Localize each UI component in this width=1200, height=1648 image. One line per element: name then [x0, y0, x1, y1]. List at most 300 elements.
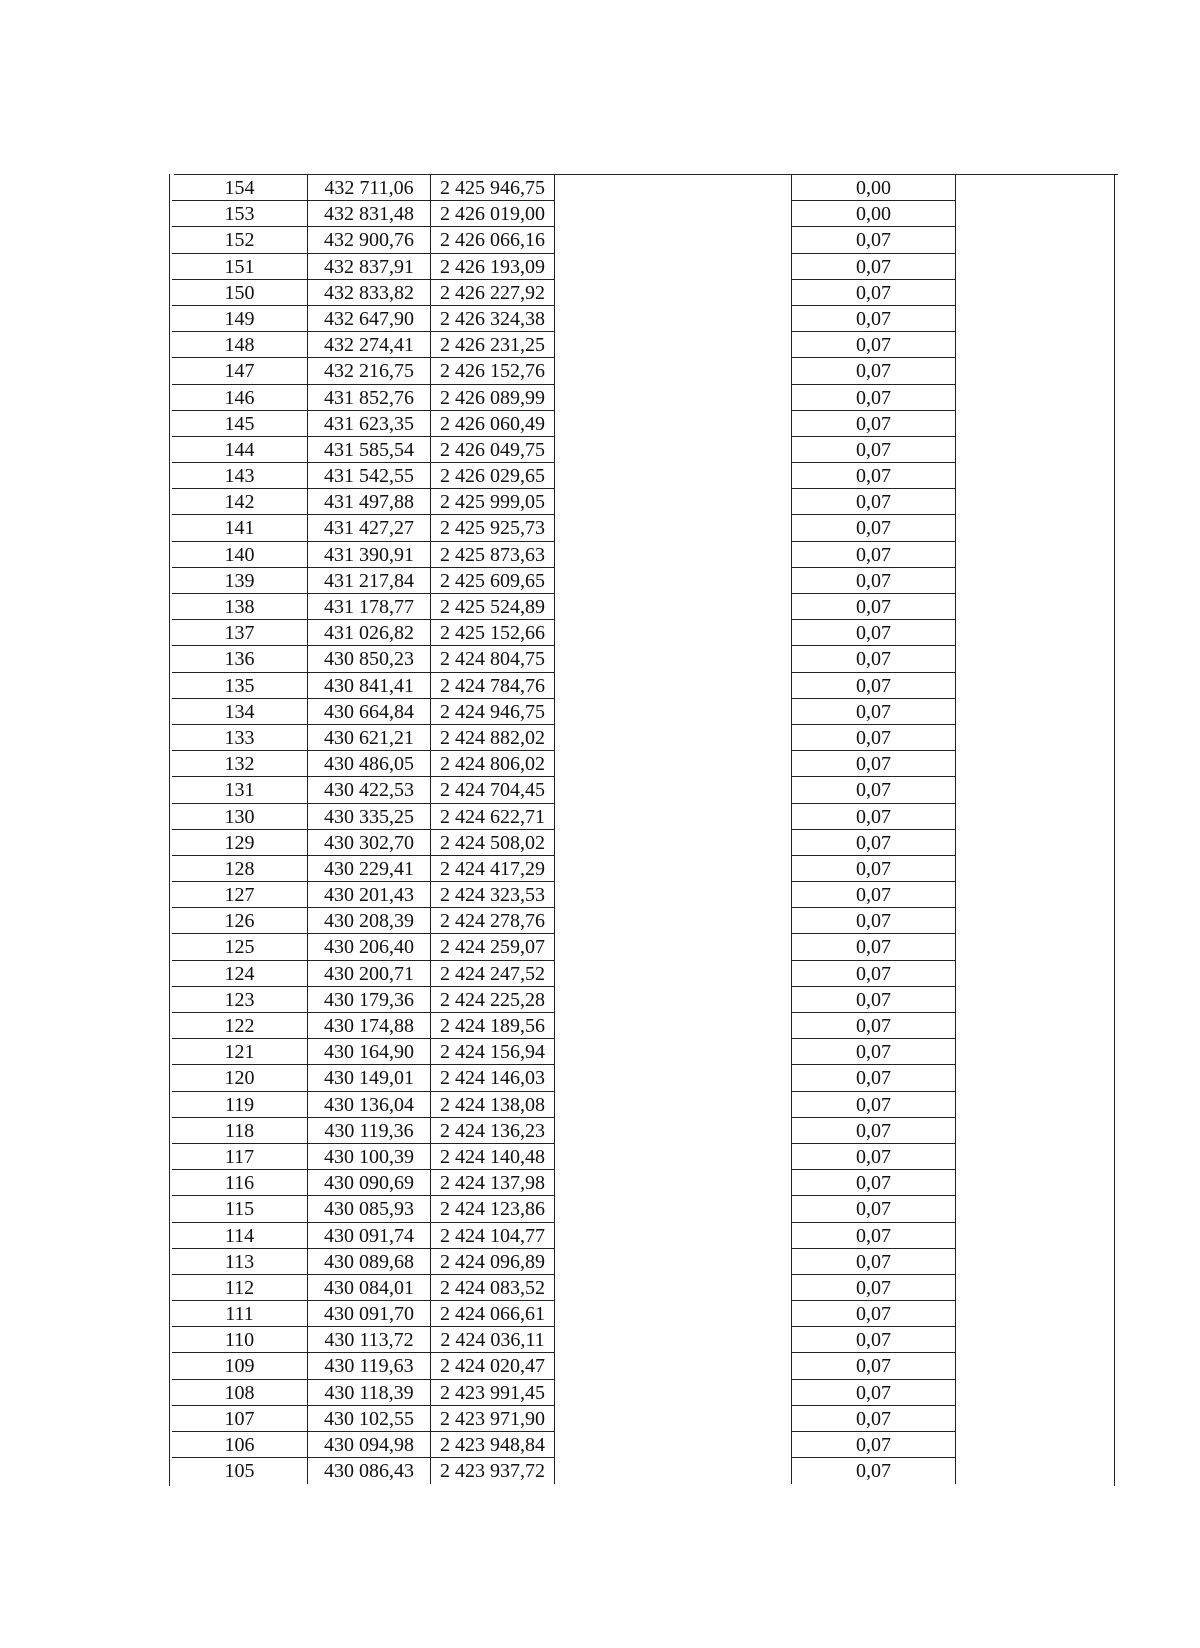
- table-row: [0, 515, 1200, 541]
- x-coordinate-cell: 430 486,05: [307, 751, 431, 777]
- x-coordinate-cell: 430 302,70: [307, 830, 431, 856]
- table-row: [0, 1406, 1200, 1432]
- error-value-cell: 0,07: [791, 699, 956, 725]
- point-number-cell: 121: [224, 1041, 255, 1064]
- table-row: [0, 280, 1200, 306]
- empty-last-cell: [956, 1196, 1114, 1222]
- table-row: [0, 463, 1200, 489]
- empty-cell: [555, 856, 791, 882]
- error-value-cell: 0,07: [791, 1406, 956, 1432]
- y-coordinate-cell: 2 426 231,25: [431, 332, 555, 358]
- error-value-cell: 0,07: [791, 1013, 956, 1039]
- table-row: [0, 1223, 1200, 1249]
- y-coordinate-cell: 2 424 020,47: [431, 1353, 555, 1379]
- empty-last-cell: [956, 620, 1114, 646]
- table-row: [0, 777, 1200, 803]
- empty-last-cell: [956, 1144, 1114, 1170]
- table-row: [0, 908, 1200, 934]
- empty-last-cell: [956, 1039, 1114, 1065]
- empty-cell: [555, 1249, 791, 1275]
- empty-cell: [555, 1275, 791, 1301]
- empty-cell: [555, 489, 791, 515]
- empty-last-cell: [956, 385, 1114, 411]
- empty-cell: [555, 751, 791, 777]
- empty-last-cell: [956, 1223, 1114, 1249]
- table-row: [0, 1065, 1200, 1091]
- table-row: [0, 1118, 1200, 1144]
- point-number-cell: 111: [225, 1303, 254, 1326]
- y-coordinate-cell: 2 426 029,65: [431, 463, 555, 489]
- error-value-cell: 0,07: [791, 227, 956, 253]
- point-number-cell: 138: [224, 596, 255, 618]
- empty-last-cell: [956, 175, 1114, 201]
- empty-cell: [555, 542, 791, 568]
- y-coordinate-cell: 2 426 193,09: [431, 254, 555, 280]
- point-number-cell: 134: [224, 700, 255, 723]
- y-coordinate-cell: 2 424 140,48: [431, 1144, 555, 1170]
- empty-cell: [555, 437, 791, 463]
- y-coordinate-cell: 2 424 156,94: [431, 1039, 555, 1065]
- empty-cell: [555, 594, 791, 620]
- empty-last-cell: [956, 646, 1114, 672]
- empty-cell: [555, 987, 791, 1013]
- error-value-cell: 0,07: [791, 620, 956, 646]
- error-value-cell: 0,07: [791, 804, 956, 830]
- table-row: [0, 1092, 1200, 1118]
- empty-last-cell: [956, 882, 1114, 908]
- error-value-cell: 0,07: [791, 908, 956, 934]
- empty-cell: [555, 515, 791, 541]
- table-row: [0, 673, 1200, 699]
- error-value-cell: 0,07: [791, 777, 956, 803]
- table-row: [0, 934, 1200, 960]
- point-number-cell: 140: [224, 543, 255, 566]
- error-value-cell: 0,07: [791, 358, 956, 384]
- point-number-cell: 107: [224, 1407, 255, 1430]
- table-row: [0, 882, 1200, 908]
- point-number-cell: 114: [224, 1224, 255, 1247]
- table-row: [0, 856, 1200, 882]
- point-number-cell: 132: [224, 753, 255, 776]
- point-number-cell: 126: [224, 910, 255, 933]
- empty-last-cell: [956, 830, 1114, 856]
- empty-cell: [555, 699, 791, 725]
- error-value-cell: 0,07: [791, 725, 956, 751]
- error-value-cell: 0,07: [791, 1380, 956, 1406]
- y-coordinate-cell: 2 423 948,84: [431, 1432, 555, 1458]
- empty-last-cell: [956, 961, 1114, 987]
- y-coordinate-cell: 2 425 152,66: [431, 620, 555, 646]
- table-row: [0, 646, 1200, 672]
- y-coordinate-cell: 2 424 784,76: [431, 673, 555, 699]
- y-coordinate-cell: 2 424 136,23: [431, 1118, 555, 1144]
- y-coordinate-cell: 2 424 508,02: [431, 830, 555, 856]
- x-coordinate-cell: 430 086,43: [307, 1458, 431, 1484]
- empty-cell: [555, 385, 791, 411]
- x-coordinate-cell: 430 164,90: [307, 1039, 431, 1065]
- point-number-cell: 139: [224, 569, 255, 592]
- error-value-cell: 0,07: [791, 882, 956, 908]
- empty-last-cell: [956, 1118, 1114, 1144]
- empty-last-cell: [956, 515, 1114, 541]
- x-coordinate-cell: 431 427,27: [307, 515, 431, 541]
- point-number-cell: 153: [224, 203, 255, 226]
- x-coordinate-cell: 430 422,53: [307, 777, 431, 803]
- point-number-cell: 148: [224, 334, 255, 357]
- table-row: [0, 1327, 1200, 1353]
- x-coordinate-cell: 430 841,41: [307, 673, 431, 699]
- table-row: [0, 1458, 1200, 1484]
- table-row: [0, 1301, 1200, 1327]
- empty-last-cell: [956, 1170, 1114, 1196]
- error-value-cell: 0,07: [791, 646, 956, 672]
- y-coordinate-cell: 2 424 946,75: [431, 699, 555, 725]
- y-coordinate-cell: 2 425 524,89: [431, 594, 555, 620]
- table-row: [0, 332, 1200, 358]
- y-coordinate-cell: 2 424 806,02: [431, 751, 555, 777]
- point-number-cell: 137: [224, 622, 255, 645]
- y-coordinate-cell: 2 424 066,61: [431, 1301, 555, 1327]
- error-value-cell: 0,07: [791, 489, 956, 515]
- x-coordinate-cell: 431 852,76: [307, 385, 431, 411]
- x-coordinate-cell: 430 174,88: [307, 1013, 431, 1039]
- table-row: [0, 594, 1200, 620]
- empty-last-cell: [956, 437, 1114, 463]
- empty-cell: [555, 1432, 791, 1458]
- error-value-cell: 0,07: [791, 437, 956, 463]
- error-value-cell: 0,07: [791, 1196, 956, 1222]
- empty-cell: [555, 411, 791, 437]
- x-coordinate-cell: 430 100,39: [307, 1144, 431, 1170]
- empty-last-cell: [956, 908, 1114, 934]
- empty-last-cell: [956, 777, 1114, 803]
- x-coordinate-cell: 430 091,74: [307, 1223, 431, 1249]
- table-row: [0, 201, 1200, 227]
- empty-cell: [555, 1065, 791, 1091]
- empty-cell: [555, 1327, 791, 1353]
- table-row: [0, 1196, 1200, 1222]
- x-coordinate-cell: 430 850,23: [307, 646, 431, 672]
- x-coordinate-cell: 432 647,90: [307, 306, 431, 332]
- empty-cell: [555, 1118, 791, 1144]
- x-coordinate-cell: 430 090,69: [307, 1170, 431, 1196]
- empty-last-cell: [956, 804, 1114, 830]
- empty-cell: [555, 1301, 791, 1327]
- empty-cell: [555, 1013, 791, 1039]
- empty-last-cell: [956, 699, 1114, 725]
- x-coordinate-cell: 430 094,98: [307, 1432, 431, 1458]
- x-coordinate-cell: 431 026,82: [307, 620, 431, 646]
- x-coordinate-cell: 430 113,72: [307, 1327, 431, 1353]
- empty-cell: [555, 804, 791, 830]
- y-coordinate-cell: 2 424 096,89: [431, 1249, 555, 1275]
- point-number-cell: 128: [224, 857, 255, 880]
- point-number-cell: 133: [224, 726, 255, 749]
- empty-cell: [555, 908, 791, 934]
- empty-last-cell: [956, 1275, 1114, 1301]
- point-number-cell: 119: [224, 1093, 255, 1116]
- empty-cell: [555, 358, 791, 384]
- error-value-cell: 0,07: [791, 385, 956, 411]
- empty-last-cell: [956, 1406, 1114, 1432]
- empty-last-cell: [956, 306, 1114, 332]
- table-row: [0, 1170, 1200, 1196]
- point-number-cell: 117: [224, 1145, 255, 1168]
- point-number-cell: 136: [224, 648, 255, 671]
- point-number-cell: 142: [224, 491, 255, 514]
- x-coordinate-cell: 432 837,91: [307, 254, 431, 280]
- y-coordinate-cell: 2 424 278,76: [431, 908, 555, 934]
- y-coordinate-cell: 2 424 622,71: [431, 804, 555, 830]
- y-coordinate-cell: 2 424 323,53: [431, 882, 555, 908]
- table-row: [0, 411, 1200, 437]
- empty-cell: [555, 673, 791, 699]
- y-coordinate-cell: 2 425 873,63: [431, 542, 555, 568]
- x-coordinate-cell: 432 711,06: [307, 175, 431, 201]
- empty-cell: [555, 1380, 791, 1406]
- point-number-cell: 125: [224, 936, 255, 959]
- empty-last-cell: [956, 358, 1114, 384]
- x-coordinate-cell: 430 085,93: [307, 1196, 431, 1222]
- table-row: [0, 542, 1200, 568]
- x-coordinate-cell: 430 664,84: [307, 699, 431, 725]
- empty-last-cell: [956, 489, 1114, 515]
- x-coordinate-cell: 430 149,01: [307, 1065, 431, 1091]
- empty-cell: [555, 934, 791, 960]
- table-row: [0, 358, 1200, 384]
- empty-last-cell: [956, 856, 1114, 882]
- y-coordinate-cell: 2 425 609,65: [431, 568, 555, 594]
- table-row: [0, 568, 1200, 594]
- x-coordinate-cell: 430 136,04: [307, 1092, 431, 1118]
- empty-cell: [555, 568, 791, 594]
- y-coordinate-cell: 2 425 946,75: [431, 175, 555, 201]
- error-value-cell: 0,07: [791, 673, 956, 699]
- x-coordinate-cell: 430 089,68: [307, 1249, 431, 1275]
- empty-last-cell: [956, 280, 1114, 306]
- point-number-cell: 115: [224, 1198, 255, 1221]
- point-number-cell: 152: [224, 229, 255, 252]
- empty-last-cell: [956, 1327, 1114, 1353]
- table-row: [0, 254, 1200, 280]
- y-coordinate-cell: 2 424 417,29: [431, 856, 555, 882]
- table-row: [0, 699, 1200, 725]
- table-row: [0, 1380, 1200, 1406]
- point-number-cell: 135: [224, 674, 255, 697]
- empty-last-cell: [956, 751, 1114, 777]
- point-number-cell: 105: [224, 1460, 255, 1483]
- table-row: [0, 1275, 1200, 1301]
- error-value-cell: 0,07: [791, 254, 956, 280]
- error-value-cell: 0,07: [791, 332, 956, 358]
- error-value-cell: 0,07: [791, 1118, 956, 1144]
- x-coordinate-cell: 430 201,43: [307, 882, 431, 908]
- empty-cell: [555, 1406, 791, 1432]
- x-coordinate-cell: 430 179,36: [307, 987, 431, 1013]
- error-value-cell: 0,07: [791, 280, 956, 306]
- y-coordinate-cell: 2 424 247,52: [431, 961, 555, 987]
- empty-cell: [555, 1092, 791, 1118]
- table-row: [0, 1144, 1200, 1170]
- empty-cell: [555, 1039, 791, 1065]
- empty-cell: [555, 1196, 791, 1222]
- y-coordinate-cell: 2 426 227,92: [431, 280, 555, 306]
- error-value-cell: 0,07: [791, 306, 956, 332]
- point-number-cell: 145: [224, 412, 255, 435]
- point-number-cell: 124: [224, 962, 255, 985]
- empty-last-cell: [956, 987, 1114, 1013]
- x-coordinate-cell: 432 216,75: [307, 358, 431, 384]
- y-coordinate-cell: 2 426 066,16: [431, 227, 555, 253]
- error-value-cell: 0,07: [791, 1458, 956, 1484]
- y-coordinate-cell: 2 426 049,75: [431, 437, 555, 463]
- x-coordinate-cell: 431 585,54: [307, 437, 431, 463]
- x-coordinate-cell: 431 217,84: [307, 568, 431, 594]
- empty-last-cell: [956, 725, 1114, 751]
- error-value-cell: 0,00: [791, 175, 956, 201]
- coordinates-table: [0, 175, 1200, 1484]
- x-coordinate-cell: 432 833,82: [307, 280, 431, 306]
- x-coordinate-cell: 431 390,91: [307, 542, 431, 568]
- y-coordinate-cell: 2 426 324,38: [431, 306, 555, 332]
- point-number-cell: 146: [224, 386, 255, 409]
- empty-last-cell: [956, 411, 1114, 437]
- y-coordinate-cell: 2 424 804,75: [431, 646, 555, 672]
- point-number-cell: 143: [224, 465, 255, 488]
- error-value-cell: 0,07: [791, 1039, 956, 1065]
- empty-last-cell: [956, 1013, 1114, 1039]
- empty-cell: [555, 961, 791, 987]
- y-coordinate-cell: 2 426 089,99: [431, 385, 555, 411]
- empty-cell: [555, 1170, 791, 1196]
- empty-last-cell: [956, 332, 1114, 358]
- table-row: [0, 489, 1200, 515]
- x-coordinate-cell: 430 091,70: [307, 1301, 431, 1327]
- empty-last-cell: [956, 1249, 1114, 1275]
- error-value-cell: 0,07: [791, 1144, 956, 1170]
- x-coordinate-cell: 431 623,35: [307, 411, 431, 437]
- empty-last-cell: [956, 254, 1114, 280]
- y-coordinate-cell: 2 426 152,76: [431, 358, 555, 384]
- empty-cell: [555, 1144, 791, 1170]
- table-row: [0, 804, 1200, 830]
- y-coordinate-cell: 2 424 189,56: [431, 1013, 555, 1039]
- error-value-cell: 0,07: [791, 1249, 956, 1275]
- point-number-cell: 151: [224, 255, 255, 278]
- error-value-cell: 0,07: [791, 1301, 956, 1327]
- y-coordinate-cell: 2 424 083,52: [431, 1275, 555, 1301]
- y-coordinate-cell: 2 423 937,72: [431, 1458, 555, 1484]
- empty-cell: [555, 882, 791, 908]
- error-value-cell: 0,07: [791, 856, 956, 882]
- y-coordinate-cell: 2 424 036,11: [431, 1327, 555, 1353]
- y-coordinate-cell: 2 425 925,73: [431, 515, 555, 541]
- empty-cell: [555, 175, 791, 201]
- empty-last-cell: [956, 542, 1114, 568]
- error-value-cell: 0,07: [791, 987, 956, 1013]
- point-number-cell: 141: [224, 517, 255, 540]
- empty-last-cell: [956, 1380, 1114, 1406]
- y-coordinate-cell: 2 424 137,98: [431, 1170, 555, 1196]
- error-value-cell: 0,07: [791, 411, 956, 437]
- y-coordinate-cell: 2 423 991,45: [431, 1380, 555, 1406]
- point-number-cell: 112: [224, 1276, 255, 1299]
- x-coordinate-cell: 431 542,55: [307, 463, 431, 489]
- empty-cell: [555, 646, 791, 672]
- empty-cell: [555, 280, 791, 306]
- point-number-cell: 120: [224, 1067, 255, 1090]
- empty-cell: [555, 254, 791, 280]
- error-value-cell: 0,07: [791, 1275, 956, 1301]
- x-coordinate-cell: 431 497,88: [307, 489, 431, 515]
- empty-last-cell: [956, 1432, 1114, 1458]
- table-row: [0, 751, 1200, 777]
- x-coordinate-cell: 430 119,36: [307, 1118, 431, 1144]
- error-value-cell: 0,07: [791, 1353, 956, 1379]
- point-number-cell: 118: [224, 1119, 255, 1142]
- y-coordinate-cell: 2 424 225,28: [431, 987, 555, 1013]
- table-row: [0, 1039, 1200, 1065]
- point-number-cell: 127: [224, 884, 255, 907]
- table-row: [0, 437, 1200, 463]
- point-number-cell: 147: [224, 360, 255, 383]
- error-value-cell: 0,07: [791, 1223, 956, 1249]
- x-coordinate-cell: 431 178,77: [307, 594, 431, 620]
- x-coordinate-cell: 430 208,39: [307, 908, 431, 934]
- error-value-cell: 0,07: [791, 594, 956, 620]
- error-value-cell: 0,07: [791, 830, 956, 856]
- table-row: [0, 175, 1200, 201]
- empty-cell: [555, 1458, 791, 1484]
- table-row: [0, 1249, 1200, 1275]
- error-value-cell: 0,07: [791, 1432, 956, 1458]
- error-value-cell: 0,00: [791, 201, 956, 227]
- empty-cell: [555, 463, 791, 489]
- x-coordinate-cell: 432 900,76: [307, 227, 431, 253]
- error-value-cell: 0,07: [791, 961, 956, 987]
- empty-cell: [555, 1353, 791, 1379]
- table-row: [0, 385, 1200, 411]
- x-coordinate-cell: 430 119,63: [307, 1353, 431, 1379]
- empty-last-cell: [956, 463, 1114, 489]
- table-row: [0, 227, 1200, 253]
- x-coordinate-cell: 430 118,39: [307, 1380, 431, 1406]
- empty-last-cell: [956, 1301, 1114, 1327]
- empty-cell: [555, 1223, 791, 1249]
- y-coordinate-cell: 2 424 123,86: [431, 1196, 555, 1222]
- y-coordinate-cell: 2 424 259,07: [431, 934, 555, 960]
- point-number-cell: 123: [224, 988, 255, 1011]
- error-value-cell: 0,07: [791, 934, 956, 960]
- point-number-cell: 130: [224, 805, 255, 828]
- empty-last-cell: [956, 1353, 1114, 1379]
- point-number-cell: 154: [224, 177, 255, 199]
- table-row: [0, 987, 1200, 1013]
- empty-last-cell: [956, 1458, 1114, 1484]
- error-value-cell: 0,07: [791, 1065, 956, 1091]
- y-coordinate-cell: 2 426 060,49: [431, 411, 555, 437]
- point-number-cell: 109: [224, 1355, 255, 1378]
- empty-cell: [555, 227, 791, 253]
- empty-cell: [555, 306, 791, 332]
- empty-last-cell: [956, 201, 1114, 227]
- empty-last-cell: [956, 934, 1114, 960]
- empty-last-cell: [956, 227, 1114, 253]
- y-coordinate-cell: 2 426 019,00: [431, 201, 555, 227]
- point-number-cell: 113: [224, 1250, 255, 1273]
- y-coordinate-cell: 2 425 999,05: [431, 489, 555, 515]
- point-number-cell: 129: [224, 831, 255, 854]
